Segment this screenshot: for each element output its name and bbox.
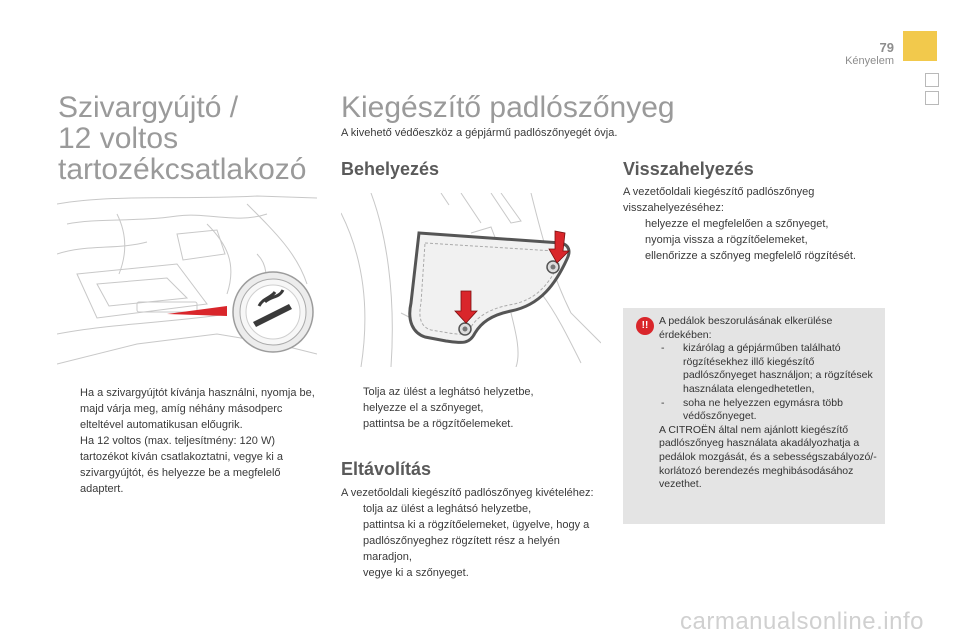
refitting-intro: A vezetőoldali kiegészítő padlószőnyeg visszahelyezéséhez: — [623, 186, 815, 214]
warning-item: - soha ne helyezzen egymásra több védőszőnyeget. — [661, 396, 843, 423]
page-number: 79 — [879, 40, 894, 55]
list-item: Ha 12 voltos (max. teljesítmény: 120 W) tartozékot kíván csatlakoztatni, vegye ki a szivargyújtót, és helyezze be a megfelelő adaptert. — [80, 435, 283, 495]
console-drawing — [57, 194, 317, 368]
list-item: helyezze el a szőnyeget, — [363, 402, 484, 414]
list-item: nyomja vissza a rögzítőelemeket, — [645, 234, 808, 246]
cigarette-lighter-title — [58, 92, 308, 185]
warning-outro: A CITROËN által nem ajánlott kiegészítő padlószőnyeg használata akadályozhatja a pedálok mozgását, és a sebességszabályozó/-korlátozó berendezés meghibásodásához vezethet. — [659, 423, 877, 491]
refitting-heading: Visszahelyezés — [623, 159, 754, 179]
floor-mat-title: Kiegészítő padlószőnyeg — [341, 91, 675, 124]
list-item: Ha a szivargyújtót kívánja használni, nyomja be, majd várja meg, amíg néhány másodperc elteltével automatikusan előugrik. — [80, 387, 315, 431]
removal-steps — [341, 485, 606, 581]
dash-marker: - — [661, 342, 665, 355]
removal-intro: A vezetőoldali kiegészítő padlószőnyeg kivételéhez: — [341, 487, 594, 499]
warning-text — [659, 315, 881, 492]
warning-intro: A pedálok beszorulásának elkerülése érdekében: — [659, 315, 833, 341]
chapter-tab-active[interactable] — [903, 31, 937, 61]
warning-icon: !! — [636, 317, 654, 335]
chapter-tab[interactable] — [925, 91, 939, 105]
chapter-tab[interactable] — [925, 73, 939, 87]
list-item: helyezze el megfelelően a szőnyeget, — [645, 218, 829, 230]
title-line: Szivargyújtó / — [58, 91, 239, 124]
cigarette-lighter-knob — [233, 272, 313, 352]
installation-heading: Behelyezés — [341, 159, 440, 179]
lighter-instructions — [58, 385, 318, 497]
list-item: pattintsa be a rögzítőelemeket. — [363, 418, 514, 430]
dash-marker: - — [661, 396, 665, 409]
warning-panel — [623, 308, 885, 524]
list-item: ellenőrizze a szőnyeg megfelelő rögzítését. — [645, 250, 856, 262]
installation-steps — [341, 384, 601, 432]
title-line: tartozékcsatlakozó — [58, 153, 307, 186]
floor-mat — [410, 233, 569, 343]
floor-mat-subtitle: A kivehető védőeszköz a gépjármű padlószőnyegét óvja. — [341, 127, 618, 139]
floor-mat-drawing — [341, 193, 601, 367]
floor-mat-illustration — [341, 193, 601, 367]
watermark: carmanualsonline.info — [680, 608, 924, 635]
mat-fastener-icon — [459, 323, 471, 335]
list-item: tolja az ülést a leghátsó helyzetbe, — [363, 503, 532, 515]
list-item: Tolja az ülést a leghátsó helyzetbe, — [363, 386, 534, 398]
cigarette-lighter-illustration — [57, 194, 317, 368]
refitting-steps — [623, 184, 888, 264]
section-label: Kényelem — [845, 55, 894, 67]
title-line: 12 voltos — [58, 122, 179, 155]
warning-item: - kizárólag a gépjárműben található rögzítésekhez illő kiegészítő padlószőnyeget használjon; a rögzítések használata elengedhetetlen, — [661, 342, 873, 395]
list-item: vegye ki a szőnyeget. — [363, 567, 469, 579]
removal-heading: Eltávolítás — [341, 459, 432, 479]
list-item: pattintsa ki a rögzítőelemeket, ügyelve, hogy a padlószőnyeghez rögzített rész a helyén maradjon, — [363, 519, 590, 563]
